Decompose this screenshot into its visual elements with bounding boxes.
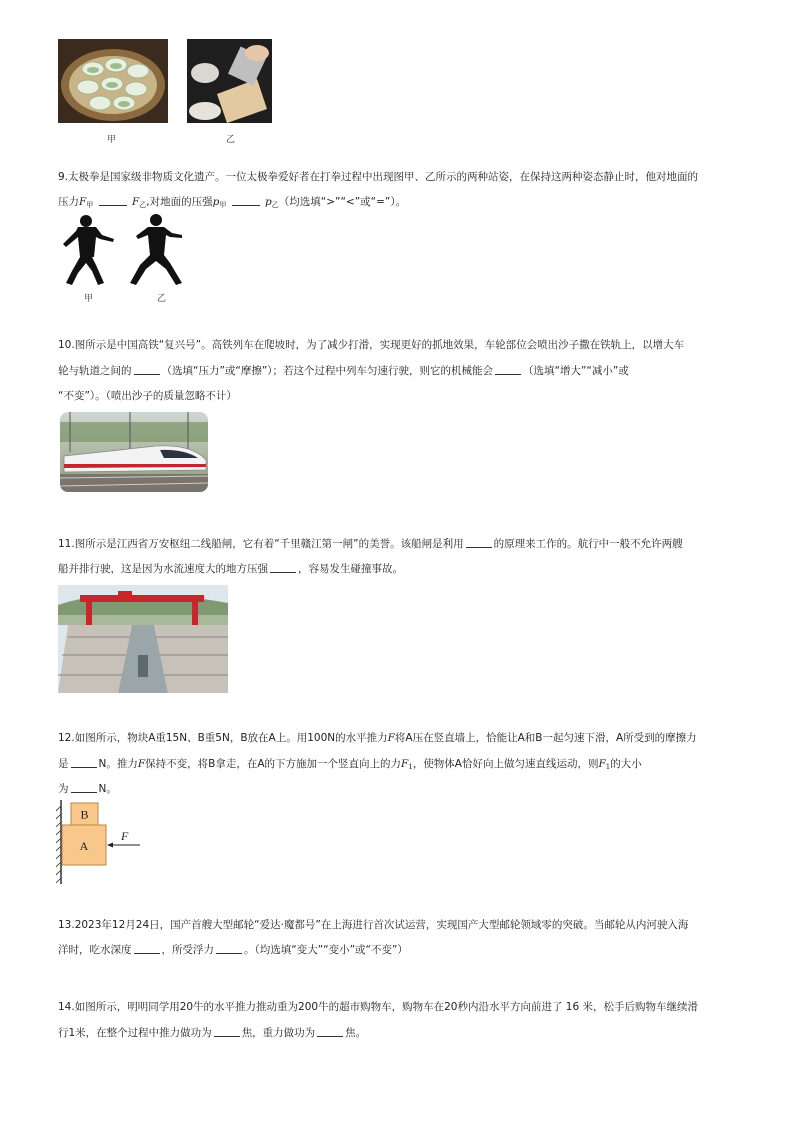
q12-line-3: [58, 782, 117, 796]
q13-text-c: 。（均选填“变大”“变小”或“不变”）: [244, 944, 408, 956]
q9-line-2: 压力$F_甲$ $F_乙$,对地面的压强$p_甲$ $p_乙$（均选填“>”“<”或“=”）。: [58, 196, 407, 209]
q12-text-e: 保持不变，将B拿走，在A的下方施加一个竖直向上的力: [145, 758, 402, 770]
q10-text-a: 轮与轨道之间的: [58, 365, 132, 377]
q12-text-b: 将A压在竖直墙上，恰能让A和B一起匀速下滑，A所受到的摩擦力: [394, 732, 697, 744]
high-speed-train-photo: [60, 412, 208, 492]
q11-text-b: 的原理来工作的。航行中一般不允许两艘: [493, 538, 683, 550]
cutting-board-photo: [187, 39, 272, 123]
q12-text-g: 的大小: [610, 758, 642, 770]
q12-line-1: [58, 731, 697, 745]
q14-line-1: 14.如图所示，明明同学用20牛的水平推力推动重为200牛的超市购物车，购物车在20秒内沿水平方向前进了 16 米，松手后购物车继续滑: [58, 1001, 698, 1013]
q14-text-a: 行1米，在整个过程中推力做功为: [58, 1027, 212, 1039]
figure-caption-jia: 甲: [107, 135, 117, 145]
q10-blank-2[interactable]: [495, 364, 521, 375]
q13-blank-1[interactable]: [134, 943, 160, 954]
q10-line-1: 10.图所示是中国高铁“复兴号”。高铁列车在爬坡时，为了减少打滑，实现更好的抓地效果，车轮部位会喷出沙子撒在铁轨上，以增大车: [58, 339, 685, 351]
q9-text-a: 压力: [58, 196, 79, 208]
force-arrowhead: [107, 843, 113, 848]
q14-text-b: 焦，重力做功为: [241, 1027, 316, 1039]
q13-line-2: [58, 943, 408, 957]
q10-line-2: [58, 364, 629, 378]
q12-text-a: 12.如图所示，物块A重15N、B重5N，B放在A上。用100N的水平推力: [58, 732, 388, 744]
q11-line-2: [58, 562, 403, 576]
q9-blank-1[interactable]: [99, 195, 127, 206]
q10-text-c: （选填“增大”“减小”或: [523, 365, 629, 377]
q12-F1-symbol-2: $F_1$: [598, 758, 611, 771]
q9-F-symbol: $F_甲$: [79, 196, 94, 209]
q11-text-c: 船并排行驶，这是因为水流速度大的地方压强: [58, 563, 268, 575]
block-a-label: A: [79, 839, 89, 853]
q9-F-symbol-yi: $F_乙$: [131, 196, 147, 209]
q11-blank-1[interactable]: [466, 537, 492, 548]
q12-text-h: 为: [58, 783, 69, 795]
q9-line-1: 9.太极拳是国家级非物质文化遗产。一位太极拳爱好者在打拳过程中出现图甲、乙所示的两种站姿，在保持这两种姿态静止时，他对地面的: [58, 171, 699, 183]
q10-text-b: （选填“压力”或“摩擦”）；若这个过程中列车匀速行驶，则它的机械能会: [161, 365, 494, 377]
q12-F1-symbol: $F_1$: [401, 758, 413, 771]
q11-text-a: 11.图所示是江西省万安枢纽二线船闸，它有着“千里赣江第一闸”的美誉。该船闸是利用: [58, 538, 464, 550]
q12-line-2: [58, 757, 642, 774]
q12-text-i: N。: [98, 783, 117, 795]
q12-text-d: N。推力: [98, 758, 138, 770]
q12-F-symbol-2: F: [137, 758, 146, 770]
q13-text-b: ，所受浮力: [161, 944, 214, 956]
q9-caption-jia: 甲: [84, 294, 94, 304]
q14-blank-1[interactable]: [214, 1026, 240, 1037]
dumpling-steamer-photo: [58, 39, 168, 123]
block-b-label: B: [80, 807, 89, 822]
figure-caption-yi: 乙: [226, 135, 236, 145]
q14-blank-2[interactable]: [317, 1026, 343, 1037]
q9-blank-2[interactable]: [232, 195, 260, 206]
q12-blank-1[interactable]: [71, 757, 97, 768]
q9-p-symbol: $p_甲$: [212, 196, 227, 209]
q13-line-1: 13.2023年12月24日，国产首艘大型邮轮“爱达·魔都号”在上海进行首次试运营，实现国产大型邮轮领域零的突破。当邮轮从内河驶入海: [58, 919, 689, 931]
taichi-silhouette-jia: [58, 213, 118, 290]
ship-lock-photo: [58, 585, 228, 693]
q13-blank-2[interactable]: [216, 943, 242, 954]
q12-text-c: 是: [58, 758, 69, 770]
q10-blank-1[interactable]: [134, 364, 160, 375]
q12-text-f: ，使物体A恰好向上做匀速直线运动，则: [412, 758, 599, 770]
q9-text-c: （均选填“>”“<”或“=”）。: [278, 196, 407, 208]
q12-blank-2[interactable]: [71, 782, 97, 793]
q9-caption-yi: 乙: [157, 294, 167, 304]
q9-p-symbol-yi: $p_乙$: [265, 196, 279, 209]
q10-line-3: “不变”）。（喷出沙子的质量忽略不计）: [58, 390, 237, 402]
taichi-silhouette-yi: [126, 213, 186, 290]
q13-text-a: 洋时，吃水深度: [58, 944, 132, 956]
q12-block-diagram: [56, 800, 146, 884]
q14-line-2: [58, 1026, 366, 1040]
force-label: F: [121, 829, 129, 843]
q14-text-c: 焦。: [345, 1027, 367, 1039]
q11-line-1: [58, 537, 683, 551]
q12-F-symbol: F: [387, 732, 395, 744]
q11-blank-2[interactable]: [270, 562, 296, 573]
q9-text-b: 对地面的压强: [149, 196, 213, 208]
q11-text-d: ，容易发生碰撞事故。: [298, 563, 403, 575]
